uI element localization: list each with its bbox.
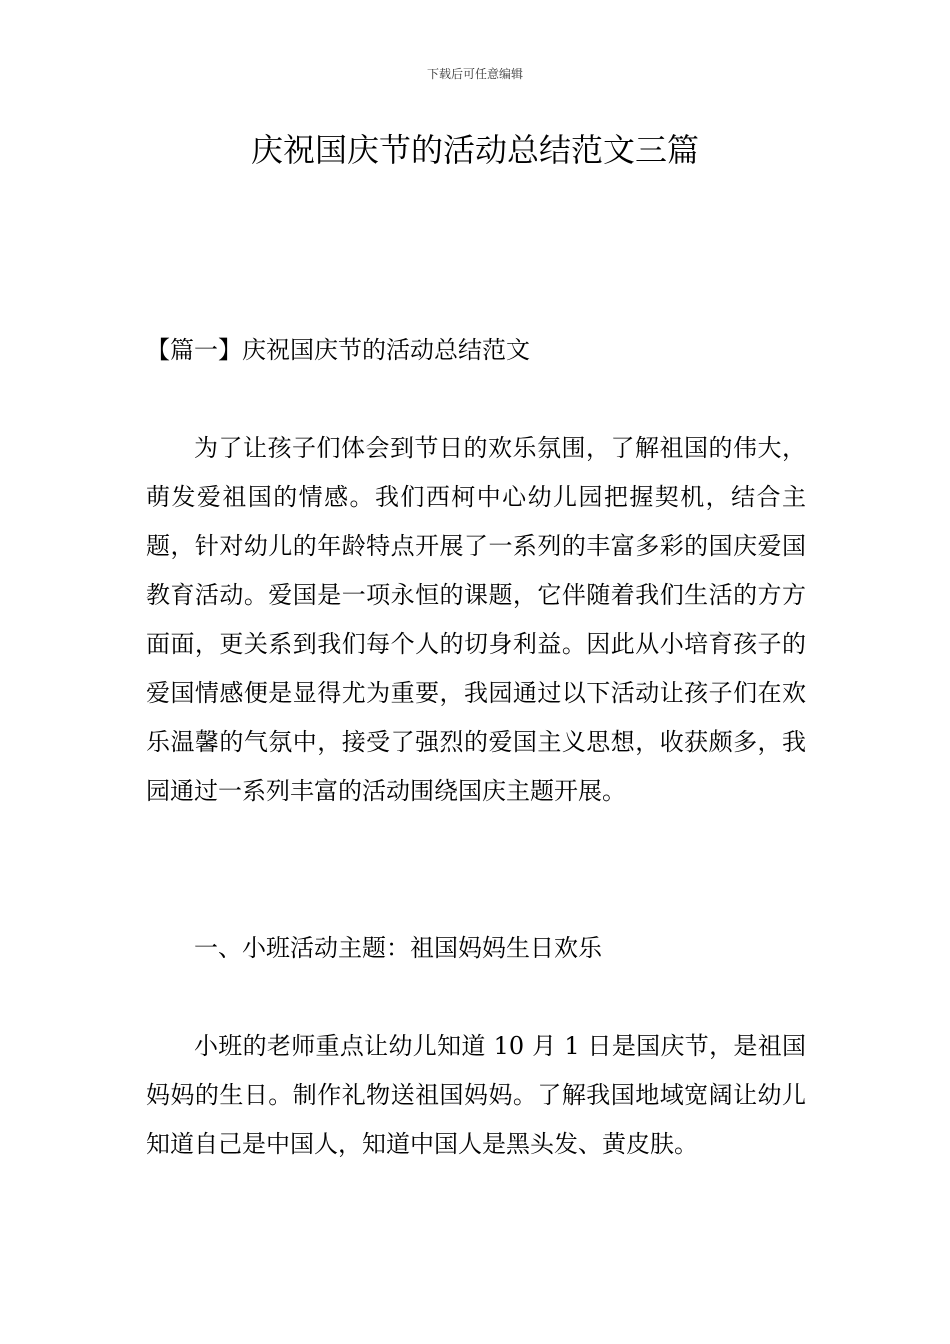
document-title: 庆祝国庆节的活动总结范文三篇	[250, 131, 699, 169]
header-note: 下载后可任意编辑	[426, 67, 523, 81]
subheading-small-class: 一、小班活动主题：祖国妈妈生日欢乐	[194, 934, 602, 962]
body-paragraph-1: 为了让孩子们体会到节日的欢乐氛围，了解祖国的伟大，萌发爱祖国的情感。我们西柯中心幼儿园把握契机，结合主题，针对幼儿的年龄特点开展了一系列的丰富多彩的国庆爱国教育活动。爱国是一项永恒的课题，它伴随着我们生活的方方面面，更关系到我们每个人的切身利益。因此从小培育孩子的爱国情感便是显得尤为重要，我园通过以下活动让孩子们在欢乐温馨的气氛中，接受了强烈的爱国主义思想，收获颇多，我园通过一系列丰富的活动围绕国庆主题开展。	[146, 434, 806, 805]
body-paragraph-2: 小班的老师重点让幼儿知道 10 月 1 日是国庆节，是祖国妈妈的生日。制作礼物送祖国妈妈。了解我国地域宽阔让幼儿知道自己是中国人，知道中国人是黑头发、黄皮肤。	[146, 1032, 806, 1158]
section-heading: 【篇一】庆祝国庆节的活动总结范文	[146, 336, 530, 364]
